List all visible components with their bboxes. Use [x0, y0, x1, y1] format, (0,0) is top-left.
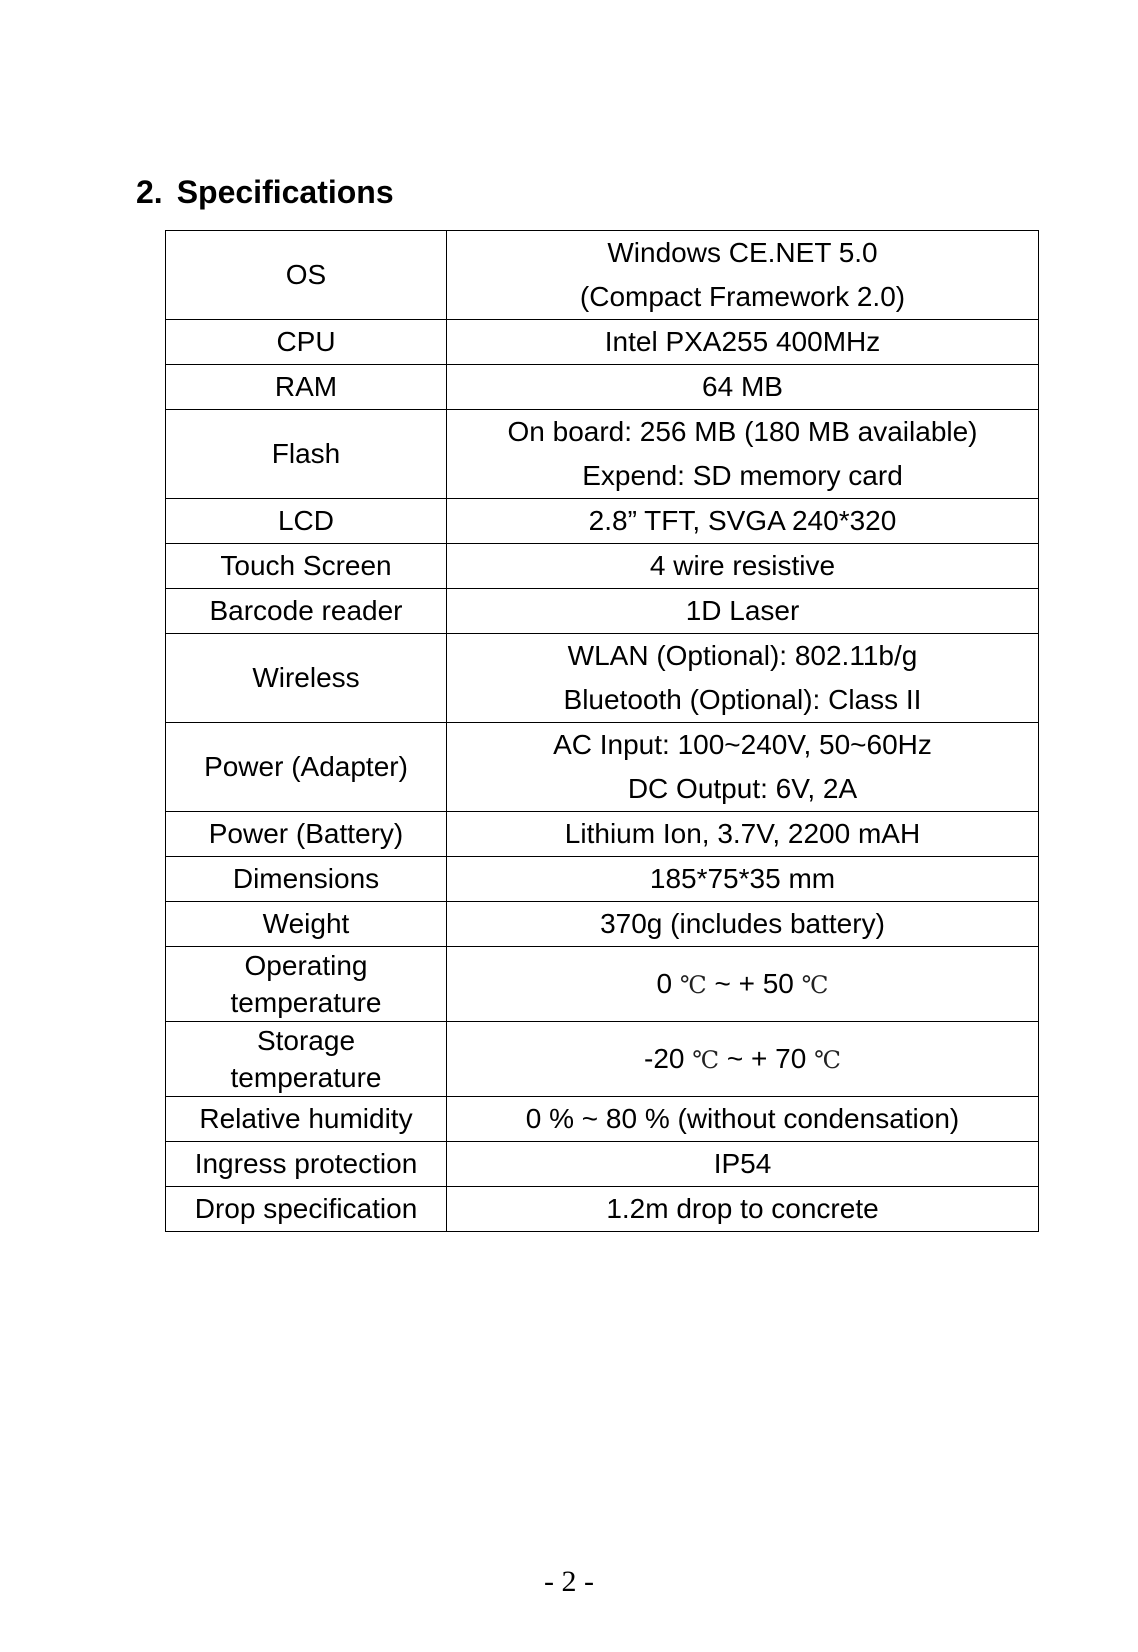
spec-key: Ingress protection	[166, 1142, 447, 1187]
spec-row-power-adapter	[166, 723, 1039, 812]
spec-key: Weight	[166, 902, 447, 947]
spec-value: 2.8” TFT, SVGA 240*320	[447, 499, 1039, 544]
spec-value: IP54	[447, 1142, 1039, 1187]
spec-row-cpu	[166, 320, 1039, 365]
spec-value: 185*75*35 mm	[447, 857, 1039, 902]
spec-value: -20 ℃ ~ + 70 ℃	[447, 1022, 1039, 1097]
spec-value: WLAN (Optional): 802.11b/g Bluetooth (Optional): Class II	[447, 634, 1039, 723]
spec-key: RAM	[166, 365, 447, 410]
spec-value: 1D Laser	[447, 589, 1039, 634]
spec-row-storage-temperature	[166, 1022, 1039, 1097]
spec-row-power-battery	[166, 812, 1039, 857]
spec-value: 370g (includes battery)	[447, 902, 1039, 947]
spec-key: OS	[166, 231, 447, 320]
spec-value: AC Input: 100~240V, 50~60Hz DC Output: 6V, 2A	[447, 723, 1039, 812]
celsius-symbol: ℃	[692, 1045, 720, 1074]
spec-key: CPU	[166, 320, 447, 365]
spec-row-wireless	[166, 634, 1039, 723]
spec-row-os	[166, 231, 1039, 320]
spec-key: Barcode reader	[166, 589, 447, 634]
spec-value: 4 wire resistive	[447, 544, 1039, 589]
spec-value: Intel PXA255 400MHz	[447, 320, 1039, 365]
spec-row-weight	[166, 902, 1039, 947]
spec-value: 64 MB	[447, 365, 1039, 410]
spec-value: Lithium Ion, 3.7V, 2200 mAH	[447, 812, 1039, 857]
spec-value: 1.2m drop to concrete	[447, 1187, 1039, 1232]
section-number: 2.	[136, 174, 163, 210]
spec-row-ram	[166, 365, 1039, 410]
spec-value: On board: 256 MB (180 MB available) Expend: SD memory card	[447, 410, 1039, 499]
spec-row-ingress-protection	[166, 1142, 1039, 1187]
spec-key: Operating temperature	[166, 947, 447, 1022]
spec-key: Power (Battery)	[166, 812, 447, 857]
spec-key: Power (Adapter)	[166, 723, 447, 812]
spec-key: Touch Screen	[166, 544, 447, 589]
spec-key: Wireless	[166, 634, 447, 723]
spec-key: Relative humidity	[166, 1097, 447, 1142]
spec-value: Windows CE.NET 5.0 (Compact Framework 2.0)	[447, 231, 1039, 320]
spec-key: Drop specification	[166, 1187, 447, 1232]
spec-row-flash	[166, 410, 1039, 499]
spec-key: Flash	[166, 410, 447, 499]
specifications-table	[165, 230, 1039, 1232]
page-number: - 2 -	[544, 1565, 594, 1598]
spec-row-relative-humidity	[166, 1097, 1039, 1142]
spec-row-dimensions	[166, 857, 1039, 902]
celsius-symbol: ℃	[814, 1045, 841, 1074]
section-title: Specifications	[176, 174, 394, 210]
celsius-symbol: ℃	[801, 970, 829, 999]
section-heading	[136, 172, 394, 212]
spec-value: 0 ℃ ~ + 50 ℃	[447, 947, 1039, 1022]
spec-row-barcode-reader	[166, 589, 1039, 634]
spec-key: LCD	[166, 499, 447, 544]
spec-row-operating-temperature	[166, 947, 1039, 1022]
spec-key: Storage temperature	[166, 1022, 447, 1097]
spec-row-lcd	[166, 499, 1039, 544]
spec-key: Dimensions	[166, 857, 447, 902]
spec-value: 0 % ~ 80 % (without condensation)	[447, 1097, 1039, 1142]
spec-row-touch-screen	[166, 544, 1039, 589]
celsius-symbol: ℃	[679, 970, 707, 999]
spec-row-drop-specification	[166, 1187, 1039, 1232]
